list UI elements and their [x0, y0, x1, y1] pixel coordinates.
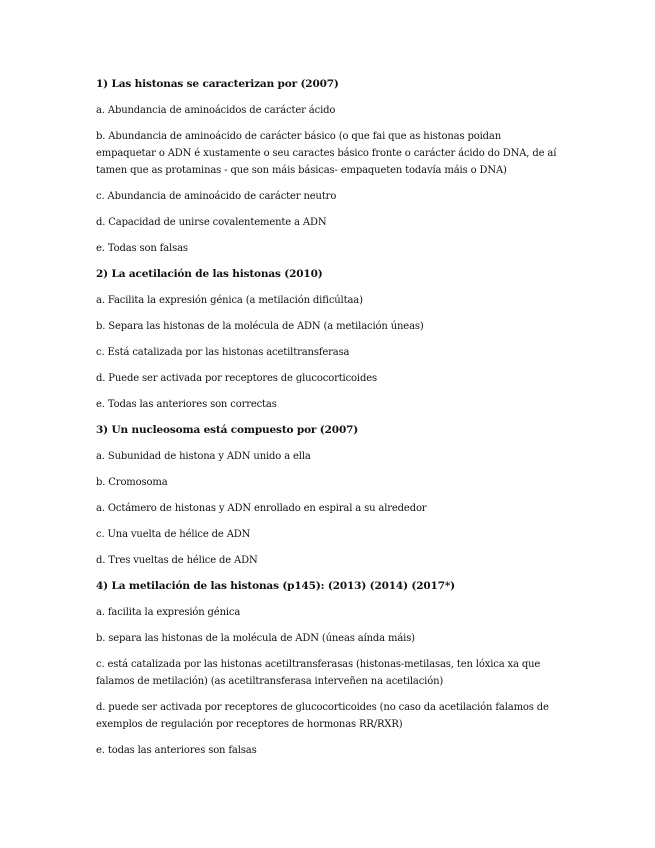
option-b: [96, 630, 566, 647]
option-text: b. Cromosoma: [96, 477, 168, 488]
question-3: [96, 422, 566, 569]
option-c: [96, 188, 566, 205]
question-title: 1) Las histonas se caracterizan por (2007): [96, 78, 339, 90]
option-a-second: [96, 500, 566, 517]
question-title: 2) La acetilación de las histonas (2010): [96, 268, 323, 280]
option-text: b. Separa las histonas de la molécula de ADN (a metilación úneas): [96, 321, 424, 332]
option-text: a. Octámero de histonas y ADN enrollado en espiral a su alrededor: [96, 503, 427, 514]
option-text: c. Abundancia de aminoácido de carácter neutro: [96, 191, 337, 202]
question-1: [96, 76, 566, 257]
option-text: d. puede ser activada por receptores de glucocorticoides (no caso da acetilación falamos de: [96, 702, 549, 713]
option-text: a. facilita la expresión génica: [96, 607, 241, 618]
option-text: e. todas las anteriores son falsas: [96, 745, 257, 756]
option-text: tamen que as protaminas - que son máis básicas- empaqueten todavía máis o DNA): [96, 165, 507, 176]
option-d: [96, 699, 566, 733]
option-b: [96, 474, 566, 491]
option-text: a. Abundancia de aminoácidos de carácter ácido: [96, 105, 336, 116]
option-c: [96, 344, 566, 361]
option-a: [96, 292, 566, 309]
option-text: b. Abundancia de aminoácido de carácter básico (o que fai que as histonas poidan: [96, 131, 501, 142]
option-c: [96, 656, 566, 690]
option-e: [96, 396, 566, 413]
option-b: [96, 128, 566, 179]
option-a: [96, 102, 566, 119]
option-text: c. Una vuelta de hélice de ADN: [96, 529, 251, 540]
option-e: [96, 240, 566, 257]
question-4: [96, 578, 566, 759]
option-text: e. Todas las anteriores son correctas: [96, 399, 277, 410]
document-page: [96, 76, 566, 768]
option-c: [96, 526, 566, 543]
option-e: [96, 742, 566, 759]
option-d: [96, 370, 566, 387]
option-text: c. Está catalizada por las histonas acetiltransferasa: [96, 347, 350, 358]
option-text: d. Puede ser activada por receptores de glucocorticoides: [96, 373, 377, 384]
option-text: falamos de metilación) (as acetiltransferasa interveñen na acetilación): [96, 676, 444, 687]
option-text: c. está catalizada por las histonas acetiltransferasas (histonas-metilasas, ten lóxica xa que: [96, 659, 541, 670]
question-title: 3) Un nucleosoma está compuesto por (2007): [96, 424, 359, 436]
question-title: 4) La metilación de las histonas (p145): (2013) (2014) (2017*): [96, 580, 456, 592]
option-text: empaquetar o ADN é xustamente o seu caractes básico fronte o carácter ácido do DNA, de aí: [96, 148, 557, 159]
option-a: [96, 448, 566, 465]
option-text: d. Tres vueltas de hélice de ADN: [96, 555, 258, 566]
option-text: a. Subunidad de histona y ADN unido a ella: [96, 451, 311, 462]
option-b: [96, 318, 566, 335]
option-text: e. Todas son falsas: [96, 243, 188, 254]
option-text: exemplos de regulación por receptores de hormonas RR/RXR): [96, 719, 403, 730]
option-text: a. Facilita la expresión génica (a metilación dificúltaa): [96, 295, 363, 306]
option-text: b. separa las histonas de la molécula de ADN (úneas aínda máis): [96, 633, 415, 644]
option-a: [96, 604, 566, 621]
option-d: [96, 552, 566, 569]
option-d: [96, 214, 566, 231]
question-2: [96, 266, 566, 413]
option-text: d. Capacidad de unirse covalentemente a ADN: [96, 217, 327, 228]
